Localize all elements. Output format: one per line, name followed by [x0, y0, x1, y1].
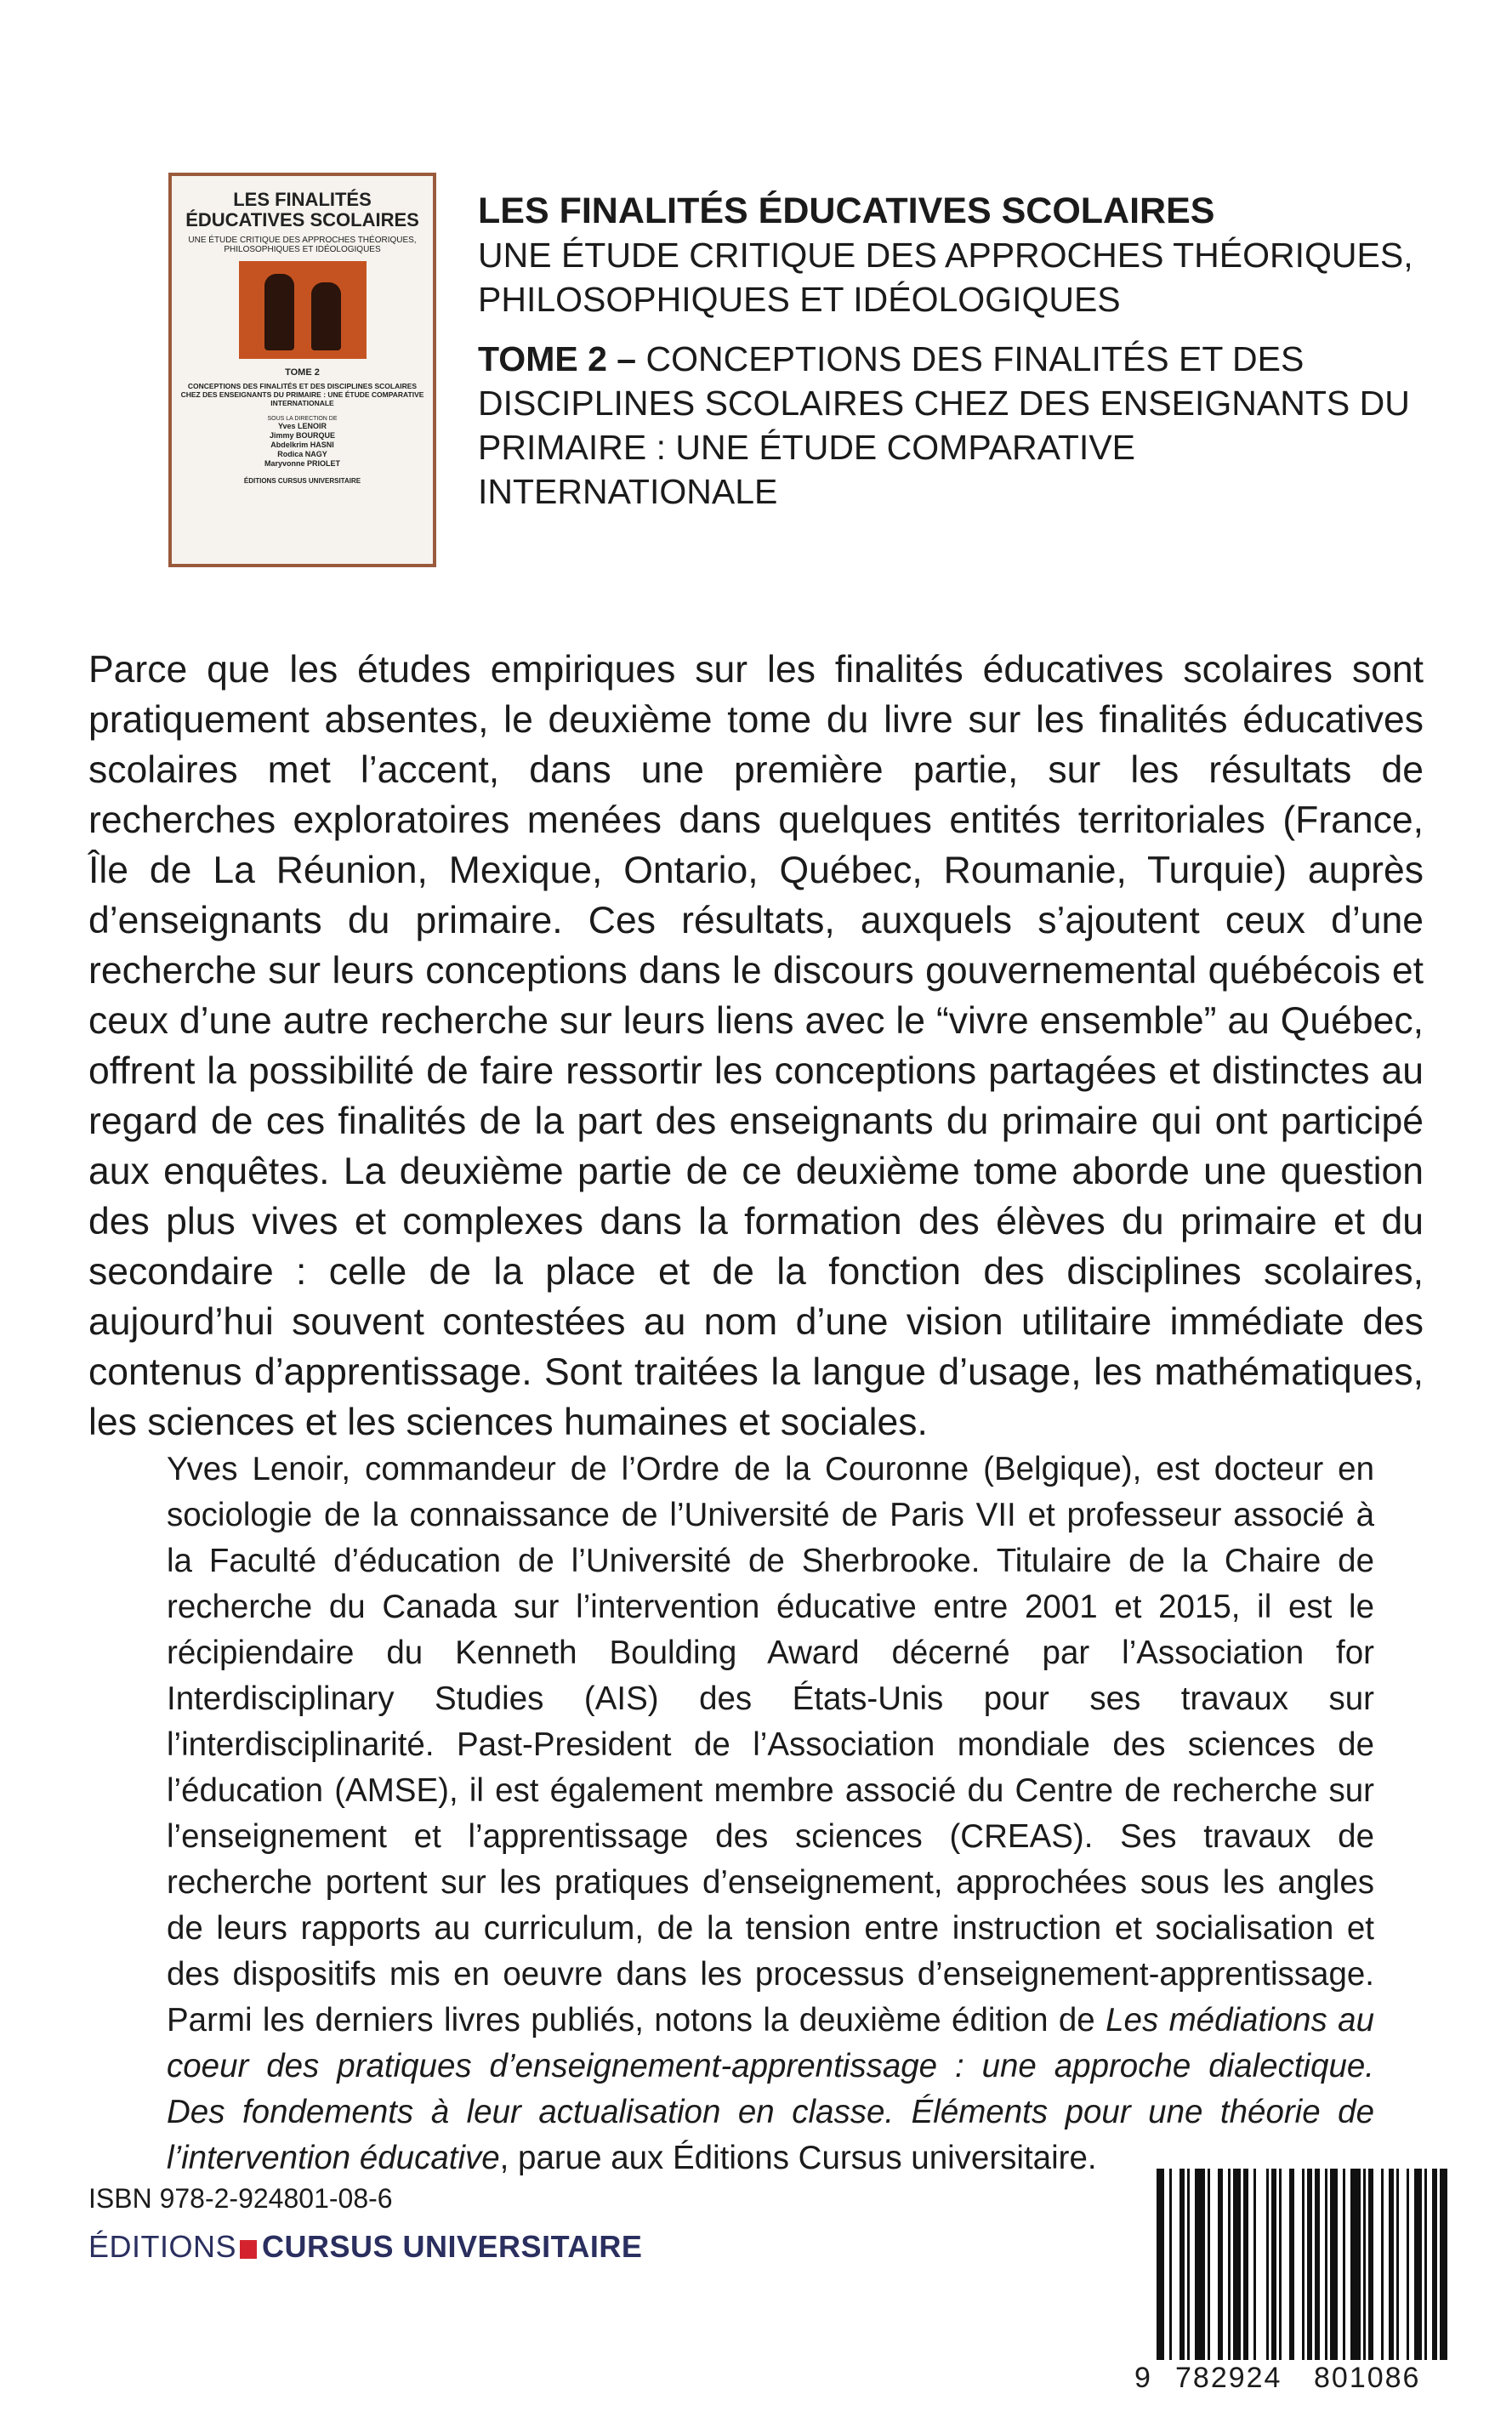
tome-text: CONCEPTIONS DES FINALITÉS ET DES DISCIPLINES SCOLAIRES CHEZ DES ENSEIGNANTS DU PRIMAIRE : UNE ÉTUDE COMPARATIVE INTERNATIONALE — [478, 339, 1410, 511]
barcode-bar — [1381, 2169, 1384, 2360]
tome-heading — [478, 337, 1422, 514]
author-bio — [167, 1447, 1374, 2181]
barcode-bar — [1302, 2169, 1305, 2360]
barcode-bar — [1266, 2169, 1269, 2360]
barcode-bar — [1363, 2169, 1366, 2360]
cover-director: Yves LENOIR — [277, 422, 327, 430]
cover-figure-left — [264, 274, 294, 350]
barcode-bar — [1179, 2169, 1185, 2360]
barcode-bar — [1307, 2169, 1312, 2360]
barcode-bar — [1414, 2169, 1422, 2360]
barcode-bar — [1233, 2169, 1241, 2360]
cover-publisher: ÉDITIONS CURSUS UNIVERSITAIRE — [243, 477, 361, 485]
barcode-bar — [1195, 2169, 1205, 2360]
cover-title: LES FINALITÉS ÉDUCATIVES SCOLAIRES — [185, 189, 419, 230]
cover-thumbnail — [168, 173, 436, 567]
book-header — [478, 189, 1422, 514]
barcode-bar — [1325, 2169, 1327, 2360]
book-subtitle-line2: PHILOSOPHIQUES ET IDÉOLOGIQUES — [478, 280, 1121, 319]
barcode-bar — [1218, 2169, 1223, 2360]
cover-directors — [172, 422, 433, 469]
barcode-bar — [1424, 2169, 1427, 2360]
book-title: LES FINALITÉS ÉDUCATIVES SCOLAIRES — [478, 190, 1215, 231]
barcode-bar — [1253, 2169, 1256, 2360]
cover-director: Rodica NAGY — [277, 450, 327, 458]
barcode — [1131, 2169, 1454, 2397]
barcode-bar — [1343, 2169, 1345, 2360]
cover-tome-description: CONCEPTIONS DES FINALITÉS ET DES DISCIPLINES SCOLAIRES CHEZ DES ENSEIGNANTS DU PRIMAIRE : UNE ÉTUDE COMPARATIVE INTERNATIONALE — [180, 382, 424, 407]
barcode-bar — [1407, 2169, 1409, 2360]
barcode-digit-first: 9 — [1134, 2362, 1152, 2394]
summary-paragraph: Parce que les études empiriques sur les finalités éducatives scolaires sont pratiquement absentes, le deuxième tome du livre sur les finalités éducatives scolaires met l’accent, dans une première partie, sur les résultats de recherches exploratoires menées dans quelques entités territoriales (France, Île de La Réunion, Mexique, Ontario, Québec, Roumanie, Turquie) auprès d’enseignants du primaire. Ces résultats, auxquels s’ajoutent ceux d’une recherche sur leurs conceptions dans le discours gouvernemental québécois et ceux d’une autre recherche sur leurs liens avec le “vivre ensemble” au Québec, offrent la possibilité de faire ressortir les conceptions partagées et distinctes au regard de ces finalités de la part des enseignants du primaire qui ont participé aux enquêtes. La deuxième partie de ce deuxième tome aborde une question des plus vives et complexes dans la formation des élèves du primaire et du secondaire : celle de la place et de la fonction des disciplines scolaires, aujourd’hui souvent contestées au nom d’une vision utilitaire immédiate des contenus d’apprentissage. Sont traitées la langue d’usage, les mathématiques, les sciences et les sciences humaines et sociales. — [88, 649, 1424, 1443]
barcode-bar — [1368, 2169, 1373, 2360]
barcode-bar — [1228, 2169, 1231, 2360]
tome-label: TOME 2 – — [478, 339, 637, 378]
barcode-bar — [1243, 2169, 1248, 2360]
barcode-bar — [1157, 2169, 1164, 2360]
bio-ending: , parue aux Éditions Cursus universitaire. — [499, 2140, 1097, 2176]
barcode-bar — [1315, 2169, 1320, 2360]
cover-director: Maryvonne PRIOLET — [264, 459, 340, 468]
isbn: ISBN 978-2-924801-08-6 — [88, 2183, 393, 2214]
barcode-bar — [1350, 2169, 1361, 2360]
barcode-bar — [1279, 2169, 1282, 2360]
cover-tome: TOME 2 — [285, 367, 320, 378]
cover-figure-right — [311, 282, 341, 350]
cover-illustration — [239, 261, 367, 359]
barcode-bar — [1187, 2169, 1190, 2360]
barcode-bars — [1131, 2169, 1454, 2364]
cover-director: Abdelkrim HASNI — [270, 441, 334, 449]
cover-director: Jimmy BOURQUE — [269, 431, 336, 440]
barcode-group-left: 782924 — [1175, 2362, 1282, 2394]
barcode-bar — [1330, 2169, 1338, 2360]
barcode-bar — [1169, 2169, 1172, 2360]
barcode-bar — [1389, 2169, 1394, 2360]
barcode-bar — [1271, 2169, 1276, 2360]
publisher-strong: CURSUS UNIVERSITAIRE — [262, 2229, 643, 2264]
barcode-bar — [1208, 2169, 1210, 2360]
barcode-group-right: 801086 — [1314, 2362, 1421, 2394]
cover-subtitle: UNE ÉTUDE CRITIQUE DES APPROCHES THÉORIQUES, PHILOSOPHIQUES ET IDÉOLOGIQUES — [188, 236, 417, 254]
barcode-bar — [1289, 2169, 1294, 2360]
publisher-square-icon — [240, 2240, 257, 2259]
barcode-bar — [1432, 2169, 1437, 2360]
book-subtitle-line1: UNE ÉTUDE CRITIQUE DES APPROCHES THÉORIQUES, — [478, 236, 1413, 275]
bio-book-title: Les médiations au coeur des pratiques d’enseignement-apprentissage : une approche dialectique. Des fondements à leur actualisation en classe. Éléments pour une théorie de l’intervention éducative — [167, 2002, 1374, 2176]
publisher-light: ÉDITIONS — [88, 2229, 237, 2264]
barcode-bar — [1440, 2169, 1447, 2360]
barcode-bar — [1396, 2169, 1399, 2360]
bio-text: Yves Lenoir, commandeur de l’Ordre de la Couronne (Belgique), est docteur en sociologie de la connaissance de l’Université de Paris VII et professeur associé à la Faculté d’éducation de l’Université de Sherbrooke. Titulaire de la Chaire de recherche du Canada sur l’intervention éducative entre 2001 et 2015, il est le récipiendaire du Kenneth Boulding Award décerné par l’Association for Interdisciplinary Studies (AIS) des États-Unis pour ses travaux sur l’interdisciplinarité. Past-President de l’Association mondiale des sciences de l’éducation (AMSE), il est également membre associé du Centre de recherche sur l’enseignement et l’apprentissage des sciences (CREAS). Ses travaux de recherche portent sur les pratiques d’enseignement, approchées sous les angles de leurs rapports au curriculum, de la tension entre instruction et socialisation et des dispositifs mis en oeuvre dans les processus d’enseignement-apprentissage. Parmi les derniers livres publiés, notons la deuxième édition de — [167, 1451, 1374, 2039]
cover-direction-label: SOUS LA DIRECTION DE — [267, 416, 338, 422]
publisher-logo — [88, 2230, 642, 2264]
